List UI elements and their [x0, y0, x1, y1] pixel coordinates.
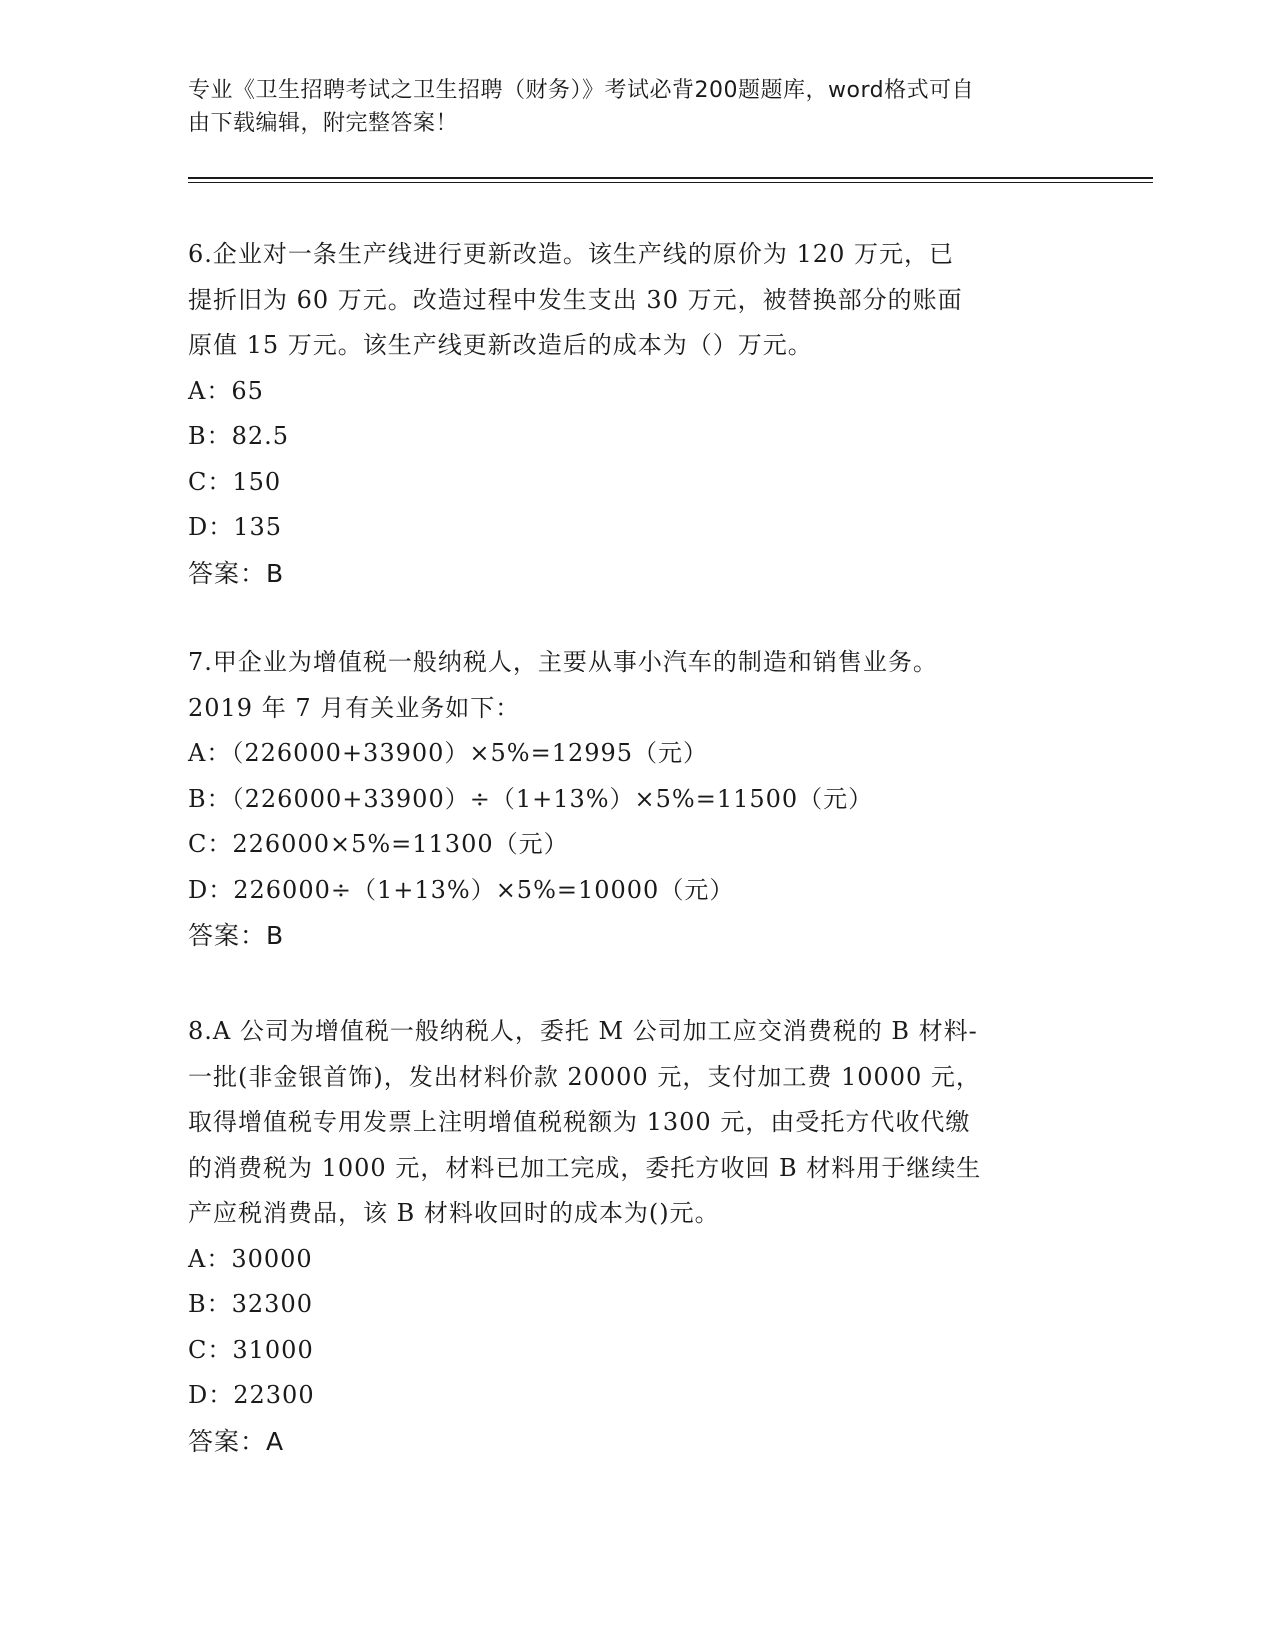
answer: 答案：A: [188, 1426, 285, 1456]
option-a: A：（226000+33900）×5%=12995（元）: [188, 739, 709, 767]
option-d: D：135: [188, 513, 283, 541]
answer: 答案：B: [188, 558, 285, 588]
answer: 答案：B: [188, 921, 285, 950]
question-7: [188, 640, 1068, 959]
header-divider-thick: [188, 177, 1153, 179]
header-line-2: 由下载编辑，附完整答案！: [188, 111, 459, 136]
question-stem-line: 8.A 公司为增值税一般纳税人，委托 M 公司加工应交消费税的 B 材料-: [188, 1017, 978, 1045]
question-8: [188, 1009, 1068, 1464]
question-stem-line: 2019 年 7 月有关业务如下：: [188, 693, 521, 722]
question-stem-line: 6.企业对一条生产线进行更新改造。该生产线的原价为 120 万元，已: [188, 240, 954, 268]
option-d: D：226000÷（1+13%）×5%=10000（元）: [188, 875, 735, 904]
header-divider-thin: [188, 182, 1153, 183]
question-stem-line: 取得增值税专用发票上注明增值税税额为 1300 元，由受托方代收代缴: [188, 1108, 971, 1136]
question-stem-line: 产应税消费品，该 B 材料收回时的成本为()元。: [188, 1199, 720, 1227]
question-stem-line: 一批(非金银首饰)，发出材料价款 20000 元，支付加工费 10000 元，: [188, 1062, 981, 1091]
option-b: B：（226000+33900）÷（1+13%）×5%=11500（元）: [188, 784, 874, 813]
question-stem-line: 提折旧为 60 万元。改造过程中发生支出 30 万元，被替换部分的账面: [188, 285, 963, 314]
option-c: C：31000: [188, 1335, 314, 1364]
option-c: C：150: [188, 467, 282, 496]
option-a: A：30000: [188, 1244, 313, 1273]
option-a: A：65: [188, 376, 264, 405]
question-stem-line: 7.甲企业为增值税一般纳税人，主要从事小汽车的制造和销售业务。: [188, 648, 938, 676]
option-c: C：226000×5%=11300（元）: [188, 830, 569, 858]
option-b: B：32300: [188, 1290, 313, 1318]
option-b: B：82.5: [188, 422, 290, 450]
question-6: [188, 232, 1068, 596]
question-stem-line: 原值 15 万元。该生产线更新改造后的成本为（）万元。: [188, 331, 813, 359]
header-line-1: 专业《卫生招聘考试之卫生招聘（财务）》考试必背200题题库，word格式可自: [188, 78, 975, 103]
option-d: D：22300: [188, 1381, 315, 1409]
document-header: [188, 74, 1068, 140]
question-stem-line: 的消费税为 1000 元，材料已加工完成，委托方收回 B 材料用于继续生: [188, 1153, 982, 1182]
